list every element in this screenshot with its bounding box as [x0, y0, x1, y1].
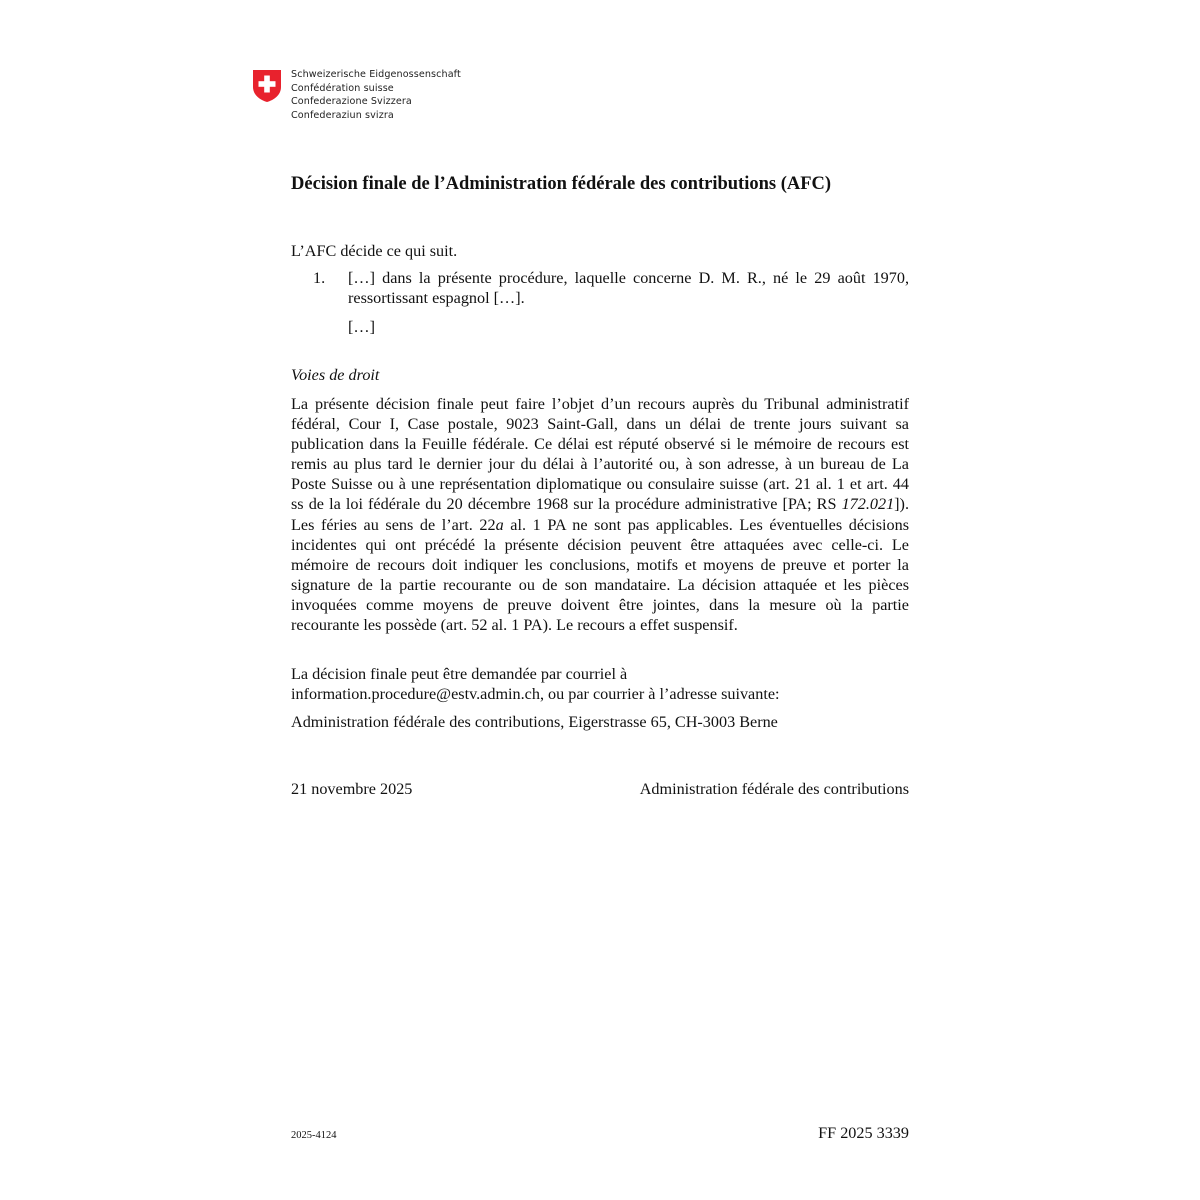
decision-date: 21 novembre 2025 [291, 780, 413, 798]
document-header [252, 68, 461, 122]
appeal-paragraph [291, 394, 909, 635]
issuing-authority: Administration fédérale des contributions [639, 780, 909, 798]
appeal-text-part2: ]). Les féries au sens de l’art. 22 [291, 495, 909, 534]
document-title: Décision finale de l’Administration fédérale des contributions (AFC) [291, 174, 832, 194]
request-paragraph [291, 664, 909, 704]
federal-gazette-reference: FF 2025 3339 [818, 1124, 909, 1142]
list-item-text: […] dans la présente procédure, laquelle concerne D. M. R., né le 29 août 1970, ressortissant espagnol […]. [348, 269, 909, 308]
decision-list [291, 268, 909, 308]
appeal-text-part3: al. 1 PA ne sont pas applicables. Les éventuelles décisions incidentes qui ont précédé la présente décision peuvent être attaquées avec celle-ci. Le mémoire de recours doit indiquer les conclusions, motifs et moyens de preuve et porter la signature de la partie recourante ou de son mandataire. La décision attaquée et les pièces invoquées comme moyens de preuve doivent être jointes, dans la mesure où la partie recourante les possède (art. 52 al. 1 PA). Le recours a effet suspensif. [291, 515, 910, 635]
list-item-number: 1. [313, 269, 326, 287]
request-email-line: information.procedure@estv.admin.ch, ou par courrier à l’adresse suivante: [291, 685, 780, 704]
section-heading: Voies de droit [291, 366, 380, 384]
swiss-cross-shield-icon [252, 69, 282, 103]
rs-number: 172.021 [841, 495, 895, 514]
request-line: La décision finale peut être demandée par courriel à [291, 665, 628, 683]
agency-name-it: Confederazione Svizzera [291, 96, 412, 108]
list-item [291, 268, 909, 308]
page-footer [291, 1124, 909, 1143]
article-letter: a [495, 515, 504, 534]
agency-name-fr: Confédération suisse [291, 82, 394, 94]
omission-mark: […] [348, 318, 375, 336]
intro-text: L’AFC décide ce qui suit. [291, 242, 458, 260]
signature-line [291, 780, 909, 799]
appeal-text-part1: La présente décision finale peut faire l’objet d’un recours auprès du Tribunal administratif fédéral, Cour I, Case postale, 9023 Saint-Gall, dans un délai de trente jours suivant sa publication dans la Feuille fédérale. Ce délai est réputé observé si le mémoire de recours est remis au plus tard le dernier jour du délai à l’autorité ou, à son adresse, à un bureau de La Poste Suisse ou à une représentation diplomatique ou consulaire suisse (art. 21 al. 1 et art. 44 ss de la loi fédérale du 20 décembre 1968 sur la procédure administrative [PA; RS [291, 395, 909, 514]
agency-name-de: Schweizerische Eidgenossenschaft [291, 69, 461, 80]
agency-names [291, 68, 461, 122]
reference-number: 2025-4124 [291, 1130, 337, 1141]
postal-address: Administration fédérale des contributions, Eigerstrasse 65, CH-3003 Berne [291, 713, 778, 731]
agency-name-rm: Confederaziun svizra [291, 109, 394, 121]
